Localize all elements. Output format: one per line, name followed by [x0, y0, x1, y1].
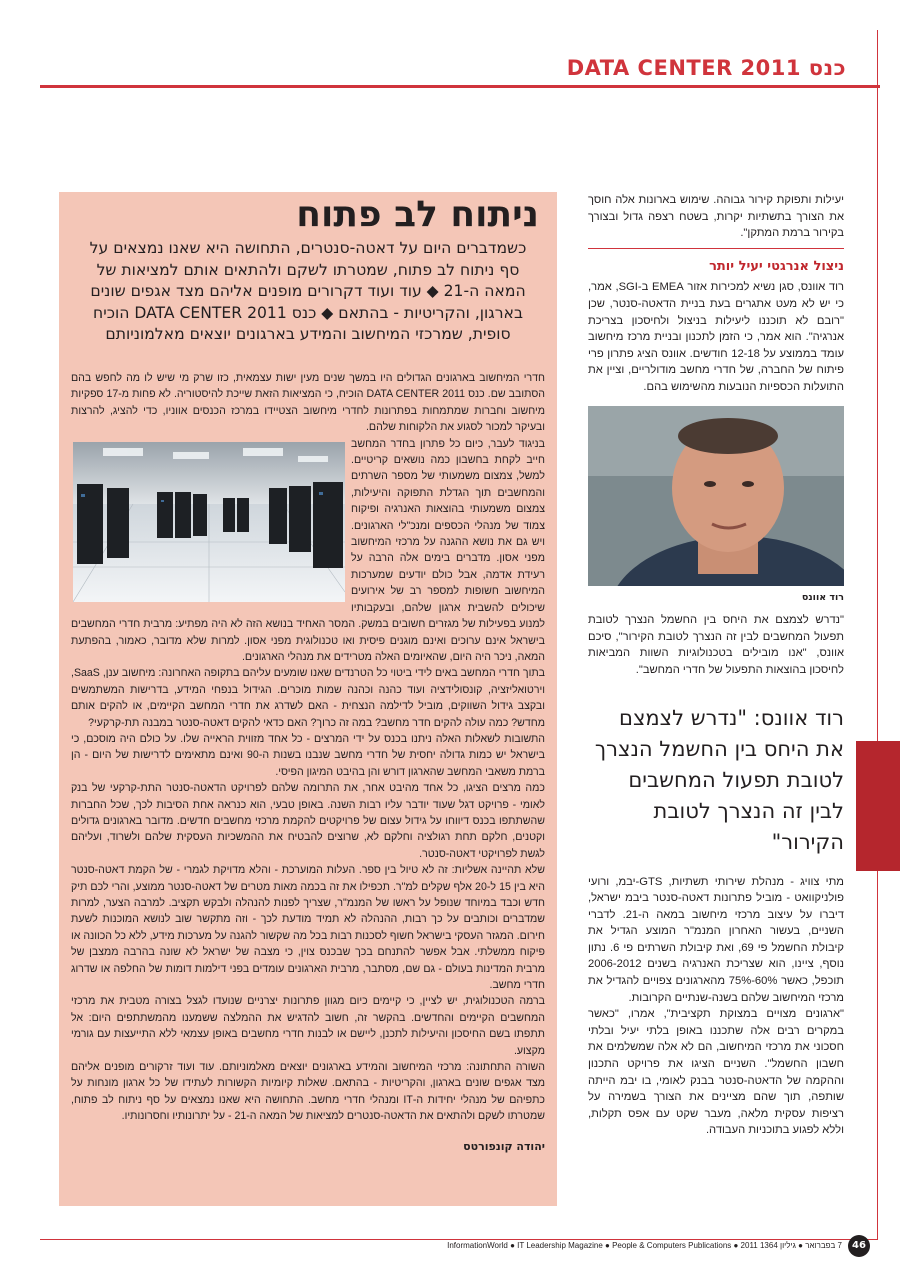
sub-heading: ניצול אנרגטי יעיל יותר — [709, 258, 844, 274]
article-title: ניתוח לב פתוח — [296, 194, 539, 235]
speaker-photo — [588, 406, 844, 586]
article-paragraph: התשובות לשאלות האלה ניתנו בכנס על ידי המרצים - כל אחד מזווית הראייה שלו. על כולם היה מוסכם, כי בישראל יש כמות גדולה יחסית של חדרי מחשב שנבנו בשנות ה-90 ואינם מתאימים לדרישות של היום - הן ברמת משאבי המחשב שהארגון דורש והן בהיבט המיגון הפיסי. — [71, 732, 545, 778]
column-paragraph: רוד אוונס, סגן נשיא למכירות אזור EMEA ב-SGI, אמר, כי יש לא מעט אתגרים בעת בניית הדאטה-סנטר, שכן "רובם לא תוכננו ליעילות בניצול ולחיסכון בצריכת אנרגיה". הוא אמר, כי הזמן לתכנון ובניית מרכז מיחשוב עומד בממוצע על 12-18 חודשים. אוונס הציג פתרון פרי פיתוח של החברה, של חדרי מחשב מודולריים, וציין את התועלות הכספיות הנובעות מהשימוש בהם. — [588, 281, 845, 393]
column-paragraph: "ארגונים מצויים במצוקת תקציבית", אמרו, "כאשר במקרים רבים אלה שתכננו באופן בלתי יעיל ובלתי חסכוני את מרכזי המיחשוב, הם לא אלה שמשלמים את חשבון החשמל". השניים הציגו את פרויקט התכנון וההקמה של הדאטה-סנטר בבנק לאומי, בו יבמ הייתה שותפה, תוך שהם מציינים את הצורך בשמירה על רציפות עסקית מלאה, מעבר שקט עם אפס תקלות, וללא לפגוע בתוכניות העבודה. — [588, 1008, 844, 1137]
article-paragraph: השורה התחתונה: מרכזי המיחשוב והמידע בארגונים יוצאים מאלמוניותם. עוד ועוד זרקורים מופנים אליהם מצד אגפים שונים בארגון, והקריטיות - בהתאם. שאלות קיומיות הקשורות לעתידו של כל ארגון מונחות על כתפיהם של מנהלי יחידות ה-IT ומנהלי חדרי מחשב. התחושה היא שאנו נמצאים על סף ניתוח לב פתוח, שמטרתו לשקם ולהתאים את הדאטה-סנטרים למציאות של המאה ה-21 - על יתרונותיו וחסרונותיו. — [71, 1061, 545, 1123]
column-paragraph: יעילות ותפוקת קירור גבוהה. שימוש בארונות אלה חוסך את הצורך בתשתיות יקרות, בשטח רצפה גדול ובצורך בקירור ברמת המתקן". — [588, 194, 844, 240]
page-number: 46 — [848, 1235, 870, 1257]
article-paragraph: ברמה הטכנולוגית, יש לציין, כי קיימים כיום מגוון פתרונות יצרניים שנועדו לגצל בצורה מטבית את מרכזי המחשבים הקיימים והחדשים. בהקשר זה, חשוב להדגיש את ההמלצה ששמענו מהמשתתפים היום: אל תתפתו בשם החיסכון והיעילות לתכנן, ליישם או לבנות חדרי מחשבים באופן עצמאי ללא התייעצות עם גורמי מקצוע. — [71, 995, 545, 1057]
article-paragraph: בניגוד לעבר, כיום כל פתרון בחדר המחשב חייב לקחת בחשבון כמה נושאים קריטיים. למשל, צמצום משמעותי של מספר השרתים והמחשבים תוך הגדלת התפוקה והיעילות, צמצום משמעותי בהוצאות האנרגיה ופיקוח צמוד של מנהלי הכספים ומנכ"לי הארגונים. ויש גם את נושא ההגנה על מרכזי המיחשוב מפני אסון. מדברים בימים אלה הרבה על רעידת אדמה, אבל כולם יודעים שמערכות המיחשוב חשופות למספר רב של אירועים שיכולים להשבית ארגון שלהם, ובעקבותיו למנוע בפעילות של מגזרים חשובים במשק. המסר האחיד בנושא הזה לא היה מפתיע: מרבית חדרי המחשבים בישראל אינם ערוכים ואינם מוגנים פיסית ואו טכנולוגית מפני אסון. למרות שלא מדובר, כאמור, בהפתעת המאה, ניכר היה היום, שהאיומים האלה מטרידים את מנהלי הארגונים. — [71, 437, 545, 663]
article-paragraph: שלא תהיינה אשליות: זה לא טיול בין ספר. העלות המוערכת - והלא מדויקת לגמרי - של הקמת דאטה-סנטר היא בין 15 ל-20 אלף שקלים למ"ר. תכפילו את זה בכמה מאות מטרים של דאטה-סנטר ממוצע, והרי לכם תיק חדש וכבד במיוחד שנופל על ראשו של המנמ"ר, שצריך לפנות להנהלה ולבקש תקציב. למרבה הצער, למרות שמדברים וכותבים על כך רבות, ההנהלה לא תמיד מודעת לכך - וזה מתקשר שוב לנושא המוכנות לשעת חירום. המגזר העסקי בישראל חשוף לסכנות רבות בכל מה שקשור להגנה על מערכות מידע, ללא כל הכוונה או פיקוח ממשלתי. אבל אפשר להתנחם בכך שבכנס צוין, כי מצבה של ישראל לא שונה בהרבה ממצבן של מרבית המדינות בעולם - גם שם, מסתבר, מרבית הארגונים עומדים בפני דילמות דומות של החלפה או שדרוג חדרי מחשב. — [71, 864, 545, 992]
article-paragraph: חדרי המיחשוב בארגונים הגדולים היו במשך שנים מעין ישות עצמאית, כזו שרק מי שיש לו מה לחפש בהם הסתובב שם. כנס DATA CENTER 2011 הוכיח, כי המציאות הזאת שייכת להיסטוריה. לא פחות מ-17 ספקיות מיחשוב וחברות שמתמחות בפתרונות לחדרי מיחשוב הצטיידו במרכז הכנסים אווניו, כדי להציג, להרצות ובעיקר למכור לסגוע את הלקוחות שלהם. — [71, 372, 545, 434]
side-tab — [856, 741, 900, 871]
article-paragraph: כמה מרצים הציגו, כל אחד מהיבט אחר, את התרומה שלהם לפרויקט הדאטה-סנטר התת-קרקעי של בנק לאומי - פרויקט דגל שעוד יודבר עליו רבות השנה. באופן טבעי, הוא כנראה אחת הסיבות לכך, שכל החברות שהשתתפו בכנס דיווחו על גידול עצום של פרויקטים להקמת מרכזי מחשבים חדשים. מדובר בארגונים גדולים וקטנים, חלקם תחת רגולציה וחלקם לא, שרוצים להבטיח את ההמשכיות העסקית שלהם ולשרוד, ועליהם לגשת לפרויקטי דאטה-סנטר. — [71, 782, 545, 860]
column-paragraph: מתי צוויג - מנהלת שירותי תשתיות, GTS-יבמ, ורועי פולניקוואט - מוביל פתרונות דאטה-סנטר ביבמ ישראל, דיברו על עיצוב מרכזי מיחשוב במאה ה-21. לדברי השניים, בעשור האחרון המנמ"ר המוצע הגדיל את קיבולת החשמל פי 69, ואת קיבולת השרתים פי 6. נתון נוסף, ציינו, הוא שצריכת האנרגיה בשנים 2006-2012 תוכפל, כאשר 60%-75% מהארגונים צפויים להגדיל את מרכזי המיחשוב שלהם בשנה-שנתיים הקרובות. — [588, 875, 844, 1004]
article-intro: כשמדברים היום על דאטה-סנטרים, התחושה היא שאנו נמצאים על סף ניתוח לב פתוח, שמטרתו לשקם ולהתאים אותם למציאות של המאה ה-21 ◆ עוד ועוד דקרורים מופנים אליהם מצד אגפים שונים בארגון, והקריטיות - בהתאם ◆ כנס 2011 DATA CENTER הוכיח סופית, שמרכזי המיחשוב והמידע בארגונים יוצאים מאלמוניותם — [89, 239, 527, 343]
page-footer — [360, 1235, 870, 1257]
section-title: כנס DATA CENTER 2011 — [566, 56, 846, 80]
divider — [588, 248, 844, 249]
main-article — [59, 192, 557, 1206]
page-header — [40, 30, 880, 88]
photo-caption: רוד אוונס — [801, 591, 844, 603]
article-body — [71, 370, 545, 1155]
column-paragraph: "נדרש לצמצם את היחס בין החשמל הנצרך לטובת תפעול המחשבים לבין זה הנצרך לטובת הקירור", סיכם אוונס, "אנו מובילים בטכנולוגיות השוות המביאות לחיסכון בהוצאות התפעול של חדרי המחשב". — [588, 614, 844, 676]
author-signature: יהודה קונפורטס — [463, 1139, 545, 1153]
footer-text: InformationWorld ● IT Leadership Magazine ● People & Computers Publications ● 2011 ‏7 בפברואר ● גיליון 1364 — [447, 1241, 842, 1250]
server-room-image — [73, 442, 345, 602]
side-column — [588, 192, 844, 1139]
article-paragraph: בתוך חדרי המחשב באים לידי ביטוי כל הטרנדים שאנו שומעים עליהם בתקופה האחרונה: מיחשוב ענן, SaaS, וירטואליזציה, קונסולידציה ועוד כהנה וכהנה שמות מוכרים. הגידול בנפחי המידע, בדרישות המשתמשים ובקצב גידול השווקים, מוביל לדילמה הנצחית - האם לשדרג את חדרי המחשב הקיימים, או להקים אותם מחדש? כמה עולה להקים חדר מחשב? במה זה כרוך? האם כדאי להקים דאטה-סנטר במבנה תת-קרקעי? — [71, 667, 545, 729]
pull-quote: רוד אוונס: "נדרש לצמצם את היחס בין החשמל הנצרך לטובת תפעול המחשבים לבין זה הנצרך לטובת הקירור" — [594, 705, 844, 854]
